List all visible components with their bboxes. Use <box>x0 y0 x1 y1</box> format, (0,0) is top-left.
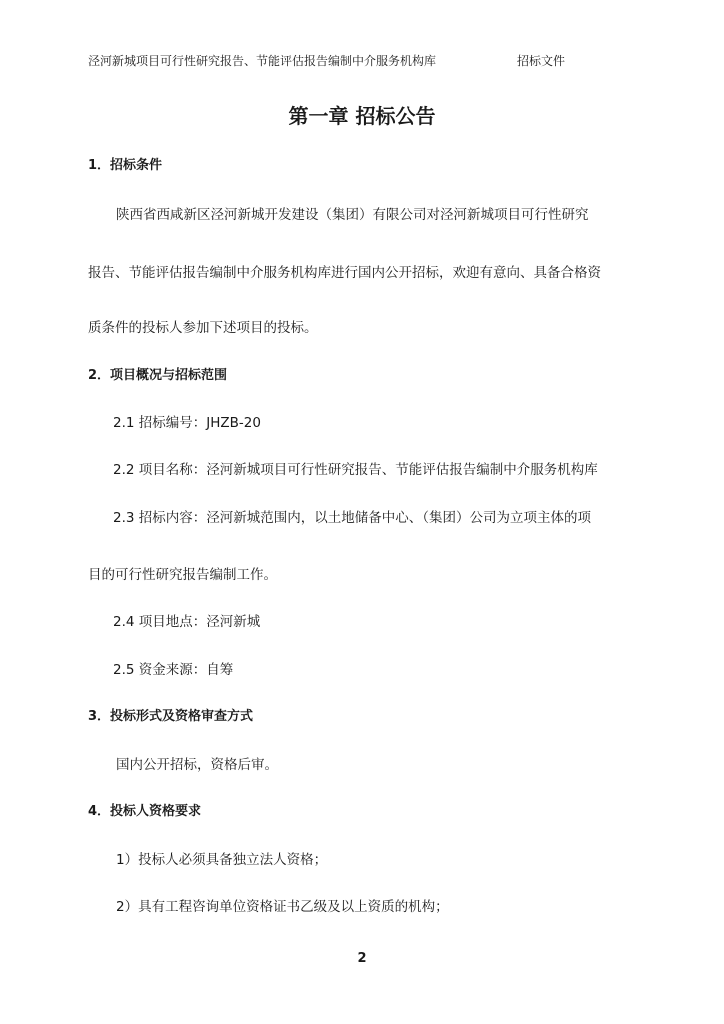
section-heading-2: 2．项目概况与招标范围 <box>88 368 228 383</box>
paragraph-line: 报告、节能评估报告编制中介服务机构库进行国内公开招标，欢迎有意向、具备合格资 <box>88 265 601 281</box>
list-item: 2.3 招标内容：泾河新城范围内，以土地储备中心、（集团）公司为立项主体的项 <box>113 510 592 526</box>
paragraph-line: 国内公开招标，资格后审。 <box>116 757 278 773</box>
list-item-continuation: 目的可行性研究报告编制工作。 <box>88 567 277 583</box>
list-item: 1）投标人必须具备独立法人资格； <box>116 852 328 868</box>
paragraph-line: 质条件的投标人参加下述项目的投标。 <box>88 320 318 336</box>
chapter-title: 第一章 招标公告 <box>288 104 436 128</box>
list-item: 2）具有工程咨询单位资格证书乙级及以上资质的机构； <box>116 899 449 915</box>
running-header-title: 泾河新城项目可行性研究报告、节能评估报告编制中介服务机构库 <box>88 54 437 68</box>
section-heading-4: 4．投标人资格要求 <box>88 804 202 819</box>
list-item: 2.4 项目地点：泾河新城 <box>113 614 261 630</box>
list-item: 2.5 资金来源：自筹 <box>113 662 234 678</box>
section-heading-3: 3．投标形式及资格审查方式 <box>88 709 254 724</box>
list-item: 2.1 招标编号：JHZB-20 <box>113 415 261 431</box>
list-item: 2.2 项目名称：泾河新城项目可行性研究报告、节能评估报告编制中介服务机构库 <box>113 462 598 478</box>
section-heading-1: 1．招标条件 <box>88 158 163 173</box>
paragraph-line: 陕西省西咸新区泾河新城开发建设（集团）有限公司对泾河新城项目可行性研究 <box>116 207 589 223</box>
page-number: 2 <box>357 951 367 966</box>
running-header-doc-type: 招标文件 <box>517 54 566 68</box>
header-divider <box>86 74 638 75</box>
